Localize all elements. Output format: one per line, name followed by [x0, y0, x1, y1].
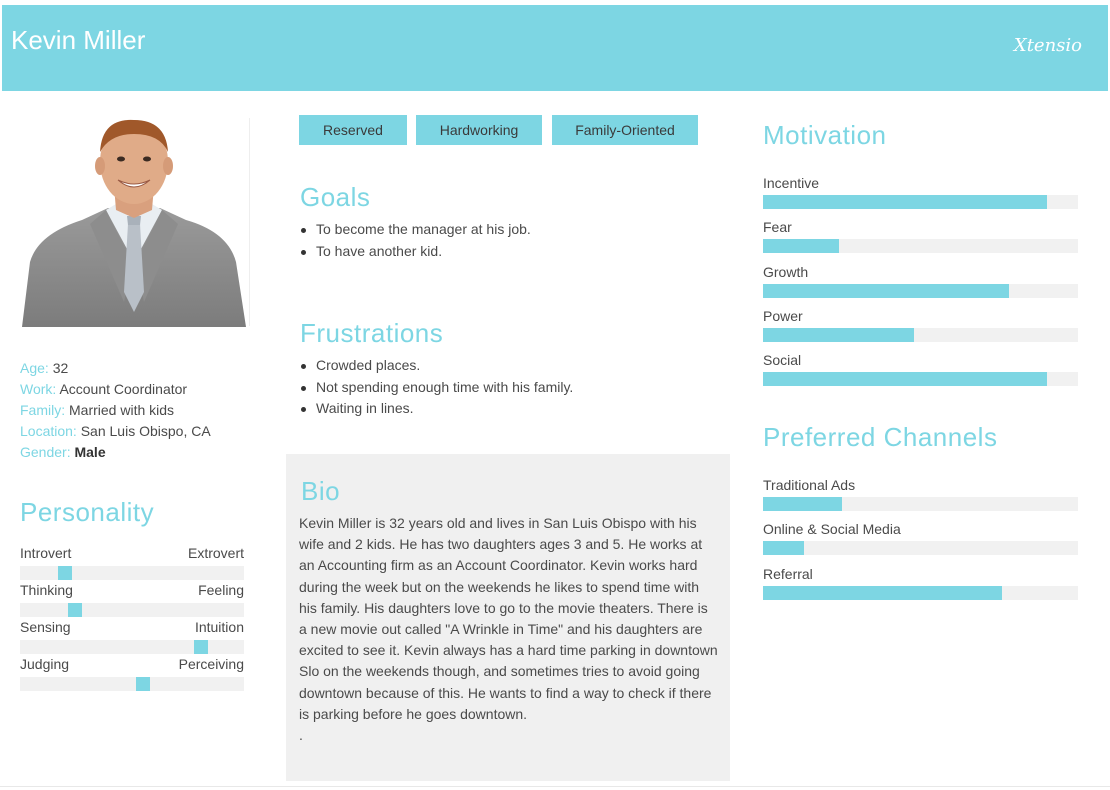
bio-panel: [286, 454, 730, 781]
frustrations-list: [300, 355, 573, 420]
trait-right-label: Intuition: [194, 619, 244, 635]
footer-divider: [0, 786, 1110, 787]
work-value: Account Coordinator: [59, 381, 188, 397]
bar-fill: [763, 586, 1002, 600]
personality-slider: [20, 582, 244, 619]
bar-fill: [763, 541, 804, 555]
bar-track: [763, 541, 1078, 555]
location-value: San Luis Obispo, CA: [80, 423, 211, 439]
location-row: [20, 421, 211, 442]
trait-right-label: Feeling: [198, 582, 244, 598]
motivation-bar: [763, 308, 1078, 352]
bio-title: Bio: [301, 476, 341, 506]
bar-fill: [763, 195, 1047, 209]
personality-slider: [20, 545, 244, 582]
goals-list: [300, 219, 531, 262]
tag-hardworking: Hardworking: [416, 115, 542, 145]
bar-fill: [763, 328, 914, 342]
motivation-title: Motivation: [763, 120, 887, 150]
motivation-bars: [763, 175, 1078, 396]
gender-value: Male: [74, 444, 106, 460]
age-row: [20, 358, 211, 379]
bar-label: Traditional Ads: [763, 477, 856, 493]
photo-divider: [249, 118, 250, 326]
trait-left-label: Sensing: [20, 619, 71, 635]
motivation-bar: [763, 175, 1078, 219]
list-item: Not spending enough time with his family.: [300, 377, 573, 399]
motivation-bar: [763, 264, 1078, 308]
bar-label: Online & Social Media: [763, 521, 901, 538]
trait-right-label: Extrovert: [187, 545, 244, 561]
trait-left-label: Judging: [20, 656, 70, 672]
personality-sliders: [20, 545, 244, 693]
bar-label: Social: [763, 352, 802, 369]
bar-fill: [763, 497, 842, 511]
location-label: Location:: [20, 423, 77, 439]
family-label: Family:: [20, 402, 66, 418]
tag-reserved: Reserved: [299, 115, 407, 145]
goals-title: Goals: [300, 182, 371, 212]
persona-photo: [20, 112, 248, 327]
bar-track: [763, 328, 1078, 342]
personality-title: Personality: [20, 497, 155, 527]
brand-logo[interactable]: Xtensio: [1013, 35, 1082, 56]
trait-track: [20, 603, 244, 617]
personality-slider: [20, 656, 244, 693]
bar-track: [763, 372, 1078, 386]
bar-track: [763, 586, 1078, 600]
channel-bar: [763, 477, 1078, 521]
channel-bar: [763, 521, 1078, 565]
trait-left-label: Thinking: [20, 582, 73, 598]
family-row: [20, 400, 211, 421]
list-item: Waiting in lines.: [300, 398, 573, 420]
bar-label: Incentive: [763, 175, 820, 191]
list-item: To become the manager at his job.: [300, 219, 531, 241]
profile-info: [20, 358, 211, 463]
trait-marker: [194, 640, 208, 654]
age-value: 32: [52, 360, 69, 376]
bar-track: [763, 497, 1078, 511]
list-item: Crowded places.: [300, 355, 573, 377]
channels-title: Preferred Channels: [763, 422, 998, 452]
list-item: To have another kid.: [300, 241, 531, 263]
trait-marker: [58, 566, 72, 580]
header-bar: [2, 5, 1108, 91]
tag-family-oriented: Family-Oriented: [552, 115, 698, 145]
trait-left-label: Introvert: [20, 545, 72, 561]
bar-fill: [763, 239, 839, 253]
bar-track: [763, 239, 1078, 253]
bio-text: [299, 513, 719, 746]
bar-track: [763, 284, 1078, 298]
motivation-bar: [763, 352, 1078, 396]
bar-label: Fear: [763, 219, 792, 236]
trait-marker: [136, 677, 150, 691]
bar-fill: [763, 284, 1009, 298]
motivation-bar: [763, 219, 1078, 263]
persona-name: Kevin Miller: [11, 25, 146, 55]
personality-slider: [20, 619, 244, 656]
trait-track: [20, 566, 244, 580]
work-label: Work:: [20, 381, 57, 397]
bar-label: Referral: [763, 565, 813, 582]
gender-row: [20, 442, 211, 463]
bio-paragraph: Kevin Miller is 32 years old and lives in San Luis Obispo with his wife and 2 kids. He has two daughters ages 3 and 5. He works at an Accounting firm as an Account Coordinator. Kevin works hard during the week but on the weekends he likes to spend time with his family. His daughters love to go to the movie theaters. There is a new movie out called "A Wrinkle in Time" and his daughters are excited to see it. Kevin always has a hard time parking in downtown Slo on the weekends though, and sometimes tries to avoid going downtown because of this. He wants to find a way to check if there is parking before he goes downtown.: [299, 515, 718, 722]
bar-track: [763, 195, 1078, 209]
trait-marker: [68, 603, 82, 617]
gender-label: Gender:: [20, 444, 71, 460]
channel-bars: [763, 477, 1078, 610]
bar-label: Growth: [763, 263, 809, 280]
bar-label: Power: [763, 307, 803, 324]
age-label: Age:: [20, 360, 49, 376]
trait-track: [20, 640, 244, 654]
trait-track: [20, 677, 244, 691]
bar-fill: [763, 372, 1047, 386]
bio-trailing: .: [299, 727, 303, 744]
frustrations-title: Frustrations: [300, 318, 444, 348]
family-value: Married with kids: [69, 402, 175, 418]
channel-bar: [763, 566, 1078, 610]
work-row: [20, 379, 211, 400]
trait-right-label: Perceiving: [178, 656, 244, 672]
